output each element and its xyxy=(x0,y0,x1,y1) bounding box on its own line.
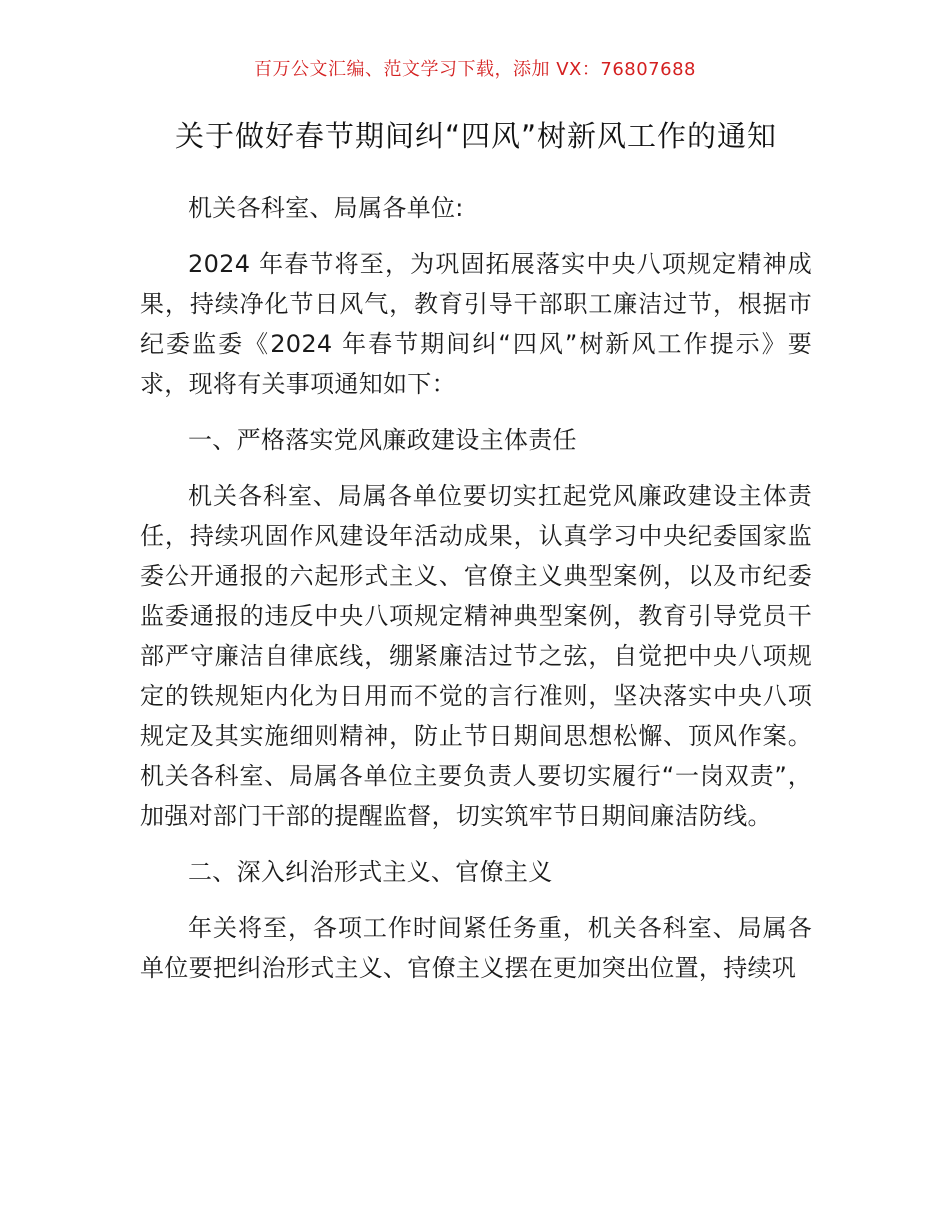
section-heading-1: 一、严格落实党风廉政建设主体责任 xyxy=(188,426,577,454)
paragraph-intro: 2024 年春节将至，为巩固拓展落实中央八项规定精神成果，持续净化节日风气，教育引导干部职工廉洁过节，根据市纪委监委《2024 年春节期间纠“四风”树新风工作提示》要求，现将有关事项通知如下： xyxy=(140,250,812,398)
salutation: 机关各科室、局属各单位: xyxy=(188,194,464,222)
document-title: 关于做好春节期间纠“四风”树新风工作的通知 xyxy=(174,119,778,153)
watermark-text: 百万公文汇编、范文学习下载，添加 VX：76807688 xyxy=(254,59,696,80)
document-body xyxy=(140,188,812,1004)
paragraph-section-2: 年关将至，各项工作时间紧任务重，机关各科室、局属各单位要把纠治形式主义、官僚主义摆在更加突出位置，持续巩 xyxy=(140,914,812,982)
paragraph-section-1: 机关各科室、局属各单位要切实扛起党风廉政建设主体责任，持续巩固作风建设年活动成果，认真学习中央纪委国家监委公开通报的六起形式主义、官僚主义典型案例，以及市纪委监委通报的违反中央八项规定精神典型案例，教育引导党员干部严守廉洁自律底线，绷紧廉洁过节之弦，自觉把中央八项规定的铁规矩内化为日用而不觉的言行准则，坚决落实中央八项规定及其实施细则精神，防止节日期间思想松懈、顶风作案。机关各科室、局属各单位主要负责人要切实履行“一岗双责”，加强对部门干部的提醒监督，切实筑牢节日期间廉洁防线。 xyxy=(140,482,812,830)
section-heading-2: 二、深入纠治形式主义、官僚主义 xyxy=(188,858,553,886)
